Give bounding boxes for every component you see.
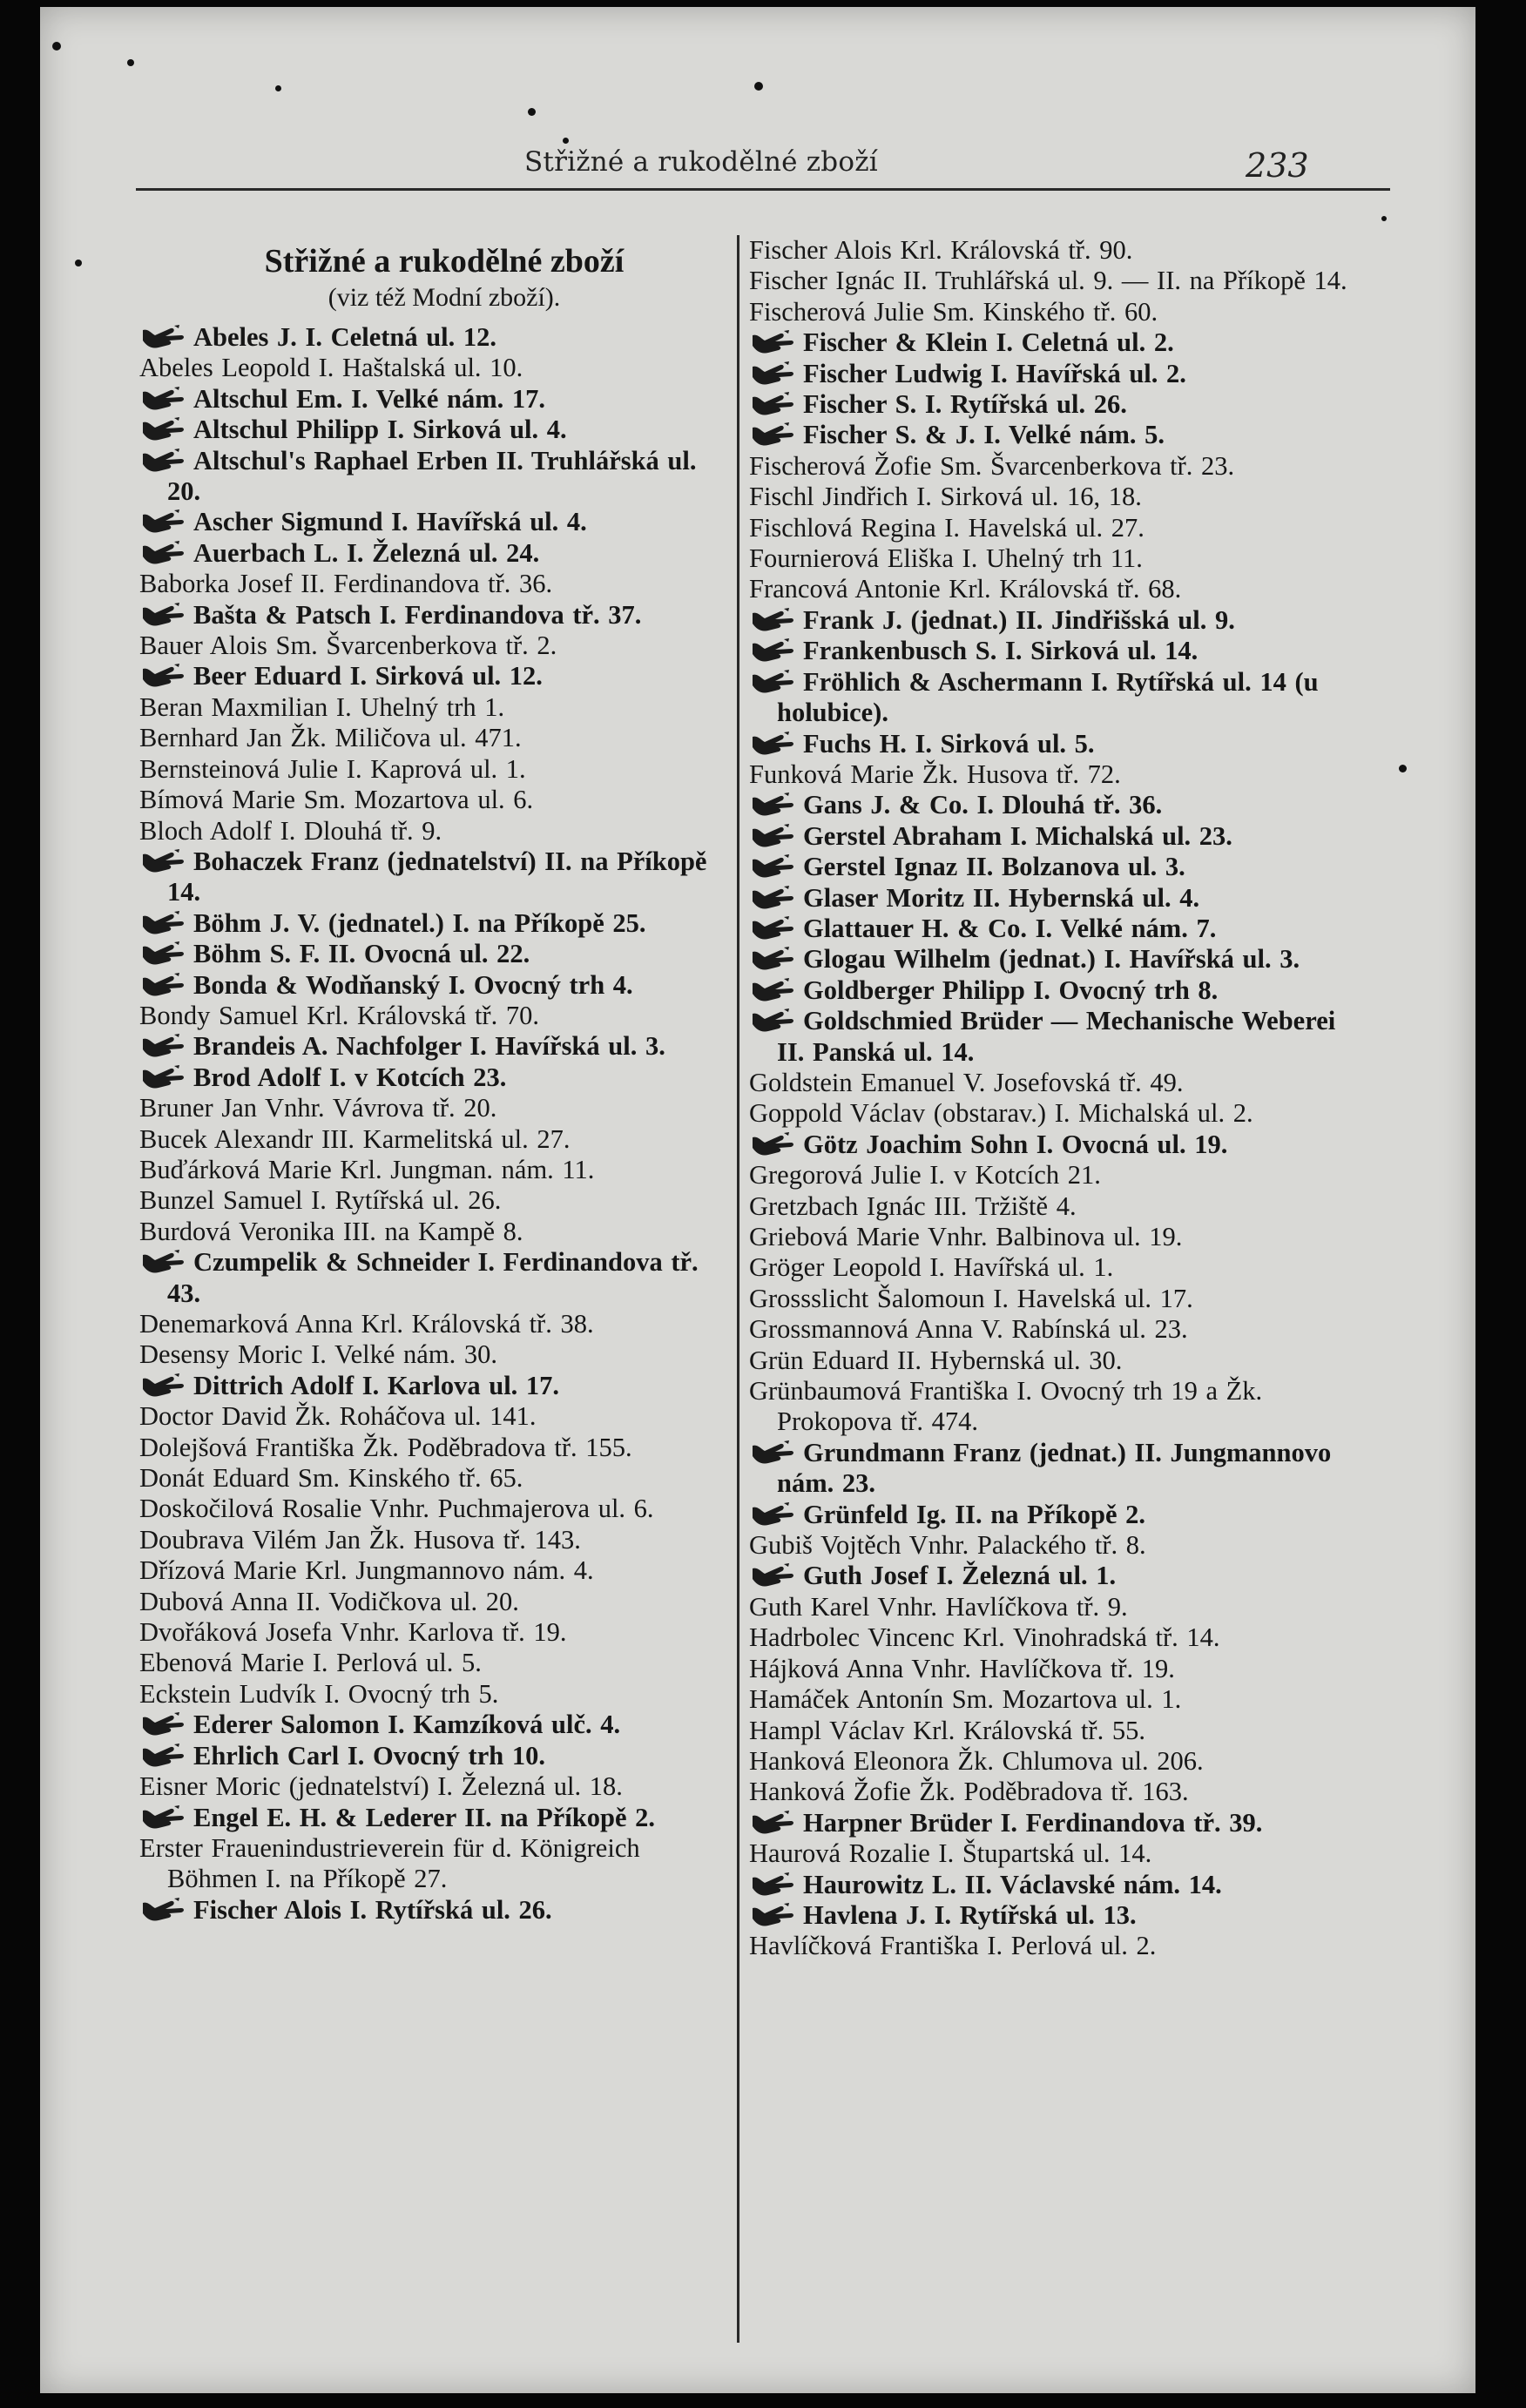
pointing-hand-icon	[749, 392, 803, 418]
pointing-hand-icon	[139, 387, 193, 413]
entry-text: Glattauer H. & Co. I. Velké nám. 7.	[803, 913, 1217, 943]
entry-text: Grünbaumová Františka I. Ovocný trh 19 a Žk. Prokopova tř. 474.	[749, 1376, 1263, 1437]
directory-entry	[749, 667, 1350, 729]
entry-text: Funková Marie Žk. Husova tř. 72.	[749, 759, 1121, 789]
directory-entry	[749, 451, 1350, 482]
running-head	[40, 136, 1475, 188]
page-number: 233	[1246, 146, 1309, 185]
entry-text: Desensy Moric I. Velké nám. 30.	[139, 1339, 497, 1370]
entry-text: Dřízová Marie Krl. Jungmannovo nám. 4.	[139, 1555, 594, 1586]
entry-text: Bruner Jan Vnhr. Vávrova tř. 20.	[139, 1093, 497, 1123]
right-entry-list	[749, 235, 1350, 1962]
entry-text: Grossmannová Anna V. Rabínská ul. 23.	[749, 1314, 1188, 1345]
directory-entry	[749, 1684, 1350, 1715]
directory-entry	[139, 908, 732, 939]
entry-text: Fischer S. & J. I. Velké nám. 5.	[803, 420, 1165, 450]
pointing-hand-icon	[139, 1065, 193, 1091]
entry-text: Böhm J. V. (jednatel.) I. na Příkopě 25.	[193, 907, 646, 938]
entry-text: Grün Eduard II. Hybernská ul. 30.	[749, 1345, 1123, 1375]
pointing-hand-icon	[749, 1563, 803, 1589]
entry-text: Fournierová Eliška I. Uhelný trh 11.	[749, 543, 1143, 574]
section-heading: Střižné a rukodělné zboží	[264, 243, 625, 280]
entry-text: Fischl Jindřich I. Sirková ul. 16, 18.	[749, 482, 1142, 512]
entry-text: Fischer S. I. Rytířská ul. 26.	[803, 389, 1127, 420]
running-title: Střižné a rukodělné zboží	[524, 146, 878, 178]
directory-entry	[749, 1252, 1350, 1283]
entry-text: Havlíčková Františka I. Perlová ul. 2.	[749, 1931, 1157, 1961]
entry-text: Buďárková Marie Krl. Jungman. nám. 11.	[139, 1154, 595, 1184]
directory-entry	[139, 1741, 732, 1771]
directory-entry	[749, 605, 1350, 636]
entry-text: Doubrava Vilém Jan Žk. Husova tř. 143.	[139, 1524, 581, 1555]
entry-text: Glogau Wilhelm (jednat.) I. Havířská ul. 3.	[803, 944, 1300, 975]
pointing-hand-icon	[139, 325, 193, 351]
directory-entry	[139, 692, 732, 723]
directory-entry	[749, 1654, 1350, 1684]
directory-entry	[749, 389, 1350, 420]
directory-entry	[139, 1895, 732, 1926]
left-entry-list	[139, 322, 732, 1926]
entry-text: Grundmann Franz (jednat.) II. Jungmannovo nám. 23.	[777, 1437, 1332, 1499]
directory-entry	[749, 1314, 1350, 1345]
directory-entry	[139, 1155, 732, 1185]
directory-entry	[139, 1617, 732, 1648]
pointing-hand-icon	[749, 824, 803, 850]
directory-entry	[139, 631, 732, 661]
right-column	[749, 235, 1350, 1962]
entry-text: Fuchs H. I. Sirková ul. 5.	[803, 728, 1095, 759]
entry-text: Abeles J. I. Celetná ul. 12.	[193, 322, 497, 352]
pointing-hand-icon	[749, 886, 803, 912]
directory-entry	[139, 569, 732, 599]
entry-text: Doskočilová Rosalie Vnhr. Puchmajerova ul. 6.	[139, 1494, 654, 1524]
pointing-hand-icon	[749, 793, 803, 819]
pointing-hand-icon	[749, 1872, 803, 1899]
entry-text: Bímová Marie Sm. Mozartova ul. 6.	[139, 785, 534, 815]
entry-text: Götz Joachim Sohn I. Ovocná ul. 19.	[803, 1129, 1228, 1159]
pointing-hand-icon	[139, 449, 193, 475]
directory-entry	[139, 1710, 732, 1740]
paper-speck	[127, 59, 134, 66]
directory-entry	[139, 1433, 732, 1463]
entry-text: Goldschmied Brüder — Mechanische Weberei II. Panská ul. 14.	[777, 1006, 1336, 1067]
entry-text: Gregorová Julie I. v Kotcích 21.	[749, 1160, 1101, 1191]
directory-entry	[139, 600, 732, 631]
directory-entry	[749, 883, 1350, 914]
entry-text: Francová Antonie Krl. Královská tř. 68.	[749, 574, 1182, 604]
pointing-hand-icon	[749, 638, 803, 664]
entry-text: Baborka Josef II. Ferdinandova tř. 36.	[139, 569, 553, 599]
pointing-hand-icon	[749, 978, 803, 1004]
directory-entry	[139, 1001, 732, 1031]
entry-text: Hájková Anna Vnhr. Havlíčkova tř. 19.	[749, 1653, 1175, 1683]
pointing-hand-icon	[139, 911, 193, 937]
pointing-hand-icon	[139, 849, 193, 875]
pointing-hand-icon	[749, 1132, 803, 1158]
entry-text: Beran Maxmilian I. Uhelný trh 1.	[139, 691, 505, 722]
entry-text: Bohaczek Franz (jednatelství) II. na Příkopě 14.	[167, 846, 707, 907]
entry-text: Gröger Leopold I. Havířská ul. 1.	[749, 1252, 1114, 1283]
directory-entry	[139, 322, 732, 353]
pointing-hand-icon	[749, 947, 803, 973]
directory-entry	[749, 636, 1350, 666]
directory-entry	[139, 1803, 732, 1833]
directory-entry	[139, 970, 732, 1001]
entry-text: Bernsteinová Julie I. Kaprová ul. 1.	[139, 753, 526, 784]
directory-entry	[139, 1555, 732, 1586]
directory-entry	[749, 266, 1350, 296]
paper-speck	[1399, 765, 1407, 772]
entry-text: Fischlová Regina I. Havelská ul. 27.	[749, 512, 1144, 543]
paper-speck	[52, 42, 61, 51]
entry-text: Ebenová Marie I. Perlová ul. 5.	[139, 1648, 482, 1678]
column-divider	[737, 235, 739, 2343]
entry-text: Fröhlich & Aschermann I. Rytířská ul. 14 (u holubice).	[777, 666, 1319, 728]
directory-entry	[749, 1500, 1350, 1530]
entry-text: Gerstel Ignaz II. Bolzanova ul. 3.	[803, 852, 1185, 882]
directory-entry	[139, 939, 732, 969]
entry-text: Fischer Alois I. Rytířská ul. 26.	[193, 1894, 552, 1925]
entry-text: Bloch Adolf I. Dlouhá tř. 9.	[139, 815, 442, 846]
pointing-hand-icon	[139, 941, 193, 968]
directory-entry	[139, 1309, 732, 1339]
directory-entry	[749, 1808, 1350, 1838]
directory-entry	[749, 327, 1350, 358]
entry-text: Goppold Václav (obstarav.) I. Michalská ul. 2.	[749, 1098, 1253, 1129]
directory-entry	[749, 1931, 1350, 1961]
directory-entry	[749, 1346, 1350, 1376]
entry-text: Böhm S. F. II. Ovocná ul. 22.	[193, 939, 530, 969]
directory-entry	[749, 1376, 1350, 1438]
pointing-hand-icon	[139, 664, 193, 690]
pointing-hand-icon	[139, 1250, 193, 1276]
pointing-hand-icon	[749, 670, 803, 696]
entry-text: Bondy Samuel Krl. Královská tř. 70.	[139, 1000, 539, 1030]
directory-entry	[139, 1062, 732, 1093]
directory-entry	[749, 1838, 1350, 1869]
entry-text: Fischer Ignác II. Truhlářská ul. 9. — II. na Příkopě 14.	[749, 266, 1347, 296]
directory-entry	[749, 482, 1350, 512]
entry-text: Haurowitz L. II. Václavské nám. 14.	[803, 1869, 1222, 1899]
entry-text: Havlena J. I. Rytířská ul. 13.	[803, 1899, 1137, 1930]
paper-speck	[528, 108, 536, 116]
directory-entry	[139, 1463, 732, 1494]
directory-entry	[139, 1771, 732, 1802]
entry-text: Hadrbolec Vincenc Krl. Vinohradská tř. 14.	[749, 1622, 1220, 1653]
directory-entry	[139, 384, 732, 415]
directory-entry	[139, 754, 732, 785]
directory-entry	[139, 1247, 732, 1309]
entry-text: Doctor David Žk. Roháčova ul. 141.	[139, 1401, 537, 1432]
directory-entry	[749, 729, 1350, 759]
entry-text: Fischerová Julie Sm. Kinského tř. 60.	[749, 296, 1158, 327]
entry-text: Erster Frauenindustrieverein für d. Königreich Böhmen I. na Příkopě 27.	[139, 1832, 640, 1894]
directory-entry	[139, 785, 732, 815]
entry-text: Czumpelik & Schneider I. Ferdinandova tř. 43.	[167, 1247, 699, 1308]
entry-text: Bernhard Jan Žk. Miličova ul. 471.	[139, 723, 522, 753]
entry-text: Bašta & Patsch I. Ferdinandova tř. 37.	[193, 599, 642, 630]
entry-text: Dvořáková Josefa Vnhr. Karlova tř. 19.	[139, 1617, 567, 1648]
directory-entry	[749, 1098, 1350, 1129]
directory-entry	[749, 852, 1350, 882]
directory-entry	[749, 1068, 1350, 1098]
directory-entry	[749, 821, 1350, 852]
entry-text: Griebová Marie Vnhr. Balbinova ul. 19.	[749, 1222, 1183, 1251]
pointing-hand-icon	[749, 1811, 803, 1837]
paper-speck	[1381, 216, 1387, 221]
pointing-hand-icon	[139, 1373, 193, 1400]
pointing-hand-icon	[749, 1502, 803, 1528]
entry-text: Abeles Leopold I. Haštalská ul. 10.	[139, 353, 523, 383]
pointing-hand-icon	[749, 1440, 803, 1467]
paper-speck	[75, 260, 82, 266]
directory-entry	[139, 847, 732, 908]
entry-text: Eckstein Ludvík I. Ovocný trh 5.	[139, 1678, 499, 1709]
directory-entry	[749, 1438, 1350, 1500]
pointing-hand-icon	[139, 1712, 193, 1738]
pointing-hand-icon	[139, 1805, 193, 1831]
directory-page	[40, 7, 1475, 2393]
pointing-hand-icon	[139, 603, 193, 629]
entry-text: Guth Josef I. Železná ul. 1.	[803, 1561, 1117, 1591]
directory-entry	[139, 538, 732, 569]
directory-entry	[749, 359, 1350, 389]
entry-text: Altschul Philipp I. Sirková ul. 4.	[193, 415, 567, 445]
directory-entry	[749, 543, 1350, 574]
entry-text: Fischer Alois Krl. Královská tř. 90.	[749, 235, 1133, 265]
directory-entry	[749, 790, 1350, 820]
entry-text: Bauer Alois Sm. Švarcenberkova tř. 2.	[139, 631, 557, 661]
pointing-hand-icon	[139, 973, 193, 999]
entry-text: Engel E. H. & Lederer II. na Příkopě 2.	[193, 1802, 655, 1832]
entry-text: Harpner Brüder I. Ferdinandova tř. 39.	[803, 1807, 1263, 1838]
directory-entry	[749, 1716, 1350, 1746]
directory-entry	[749, 1746, 1350, 1777]
entry-text: Altschul Em. I. Velké nám. 17.	[193, 383, 546, 414]
directory-entry	[139, 1833, 732, 1895]
entry-text: Bucek Alexandr III. Karmelitská ul. 27.	[139, 1123, 571, 1154]
directory-entry	[749, 1222, 1350, 1252]
entry-text: Dubová Anna II. Vodičkova ul. 20.	[139, 1586, 519, 1616]
entry-text: Brandeis A. Nachfolger I. Havířská ul. 3.	[193, 1031, 665, 1062]
entry-text: Gretzbach Ignác III. Tržiště 4.	[749, 1191, 1077, 1221]
pointing-hand-icon	[139, 541, 193, 567]
pointing-hand-icon	[749, 916, 803, 942]
directory-entry	[749, 1622, 1350, 1653]
entry-text: Goldstein Emanuel V. Josefovská tř. 49.	[749, 1067, 1184, 1097]
entry-text: Auerbach L. I. Železná ul. 24.	[193, 537, 540, 568]
entry-text: Bonda & Wodňanský I. Ovocný trh 4.	[193, 969, 633, 1000]
pointing-hand-icon	[749, 1008, 803, 1035]
directory-entry	[749, 1160, 1350, 1191]
entry-text: Grünfeld Ig. II. na Příkopě 2.	[803, 1499, 1145, 1529]
entry-text: Beer Eduard I. Sirková ul. 12.	[193, 661, 543, 691]
directory-entry	[139, 353, 732, 383]
entry-text: Gubiš Vojtěch Vnhr. Palackého tř. 8.	[749, 1530, 1146, 1561]
directory-entry	[139, 1124, 732, 1155]
directory-entry	[749, 1777, 1350, 1807]
pointing-hand-icon	[749, 608, 803, 634]
directory-entry	[139, 446, 732, 508]
directory-entry	[139, 1217, 732, 1247]
pointing-hand-icon	[749, 732, 803, 758]
pointing-hand-icon	[139, 1898, 193, 1924]
entry-text: Dittrich Adolf I. Karlova ul. 17.	[193, 1370, 560, 1400]
pointing-hand-icon	[749, 330, 803, 356]
directory-entry	[139, 1339, 732, 1370]
directory-entry	[749, 1006, 1350, 1068]
entry-text: Goldberger Philipp I. Ovocný trh 8.	[803, 975, 1219, 1005]
directory-entry	[139, 723, 732, 753]
entry-text: Frankenbusch S. I. Sirková ul. 14.	[803, 636, 1199, 666]
directory-entry	[139, 1093, 732, 1123]
entry-text: Hampl Václav Krl. Královská tř. 55.	[749, 1715, 1145, 1745]
pointing-hand-icon	[139, 417, 193, 443]
entry-text: Haurová Rozalie I. Štupartská ul. 14.	[749, 1838, 1152, 1869]
directory-entry	[139, 507, 732, 537]
entry-text: Hanková Žofie Žk. Poděbradova tř. 163.	[749, 1777, 1189, 1807]
directory-entry	[139, 1401, 732, 1432]
directory-entry	[139, 1525, 732, 1555]
entry-text: Ehrlich Carl I. Ovocný trh 10.	[193, 1740, 545, 1771]
entry-text: Dolejšová Františka Žk. Poděbradova tř. 155.	[139, 1432, 632, 1462]
entry-text: Fischer Ludwig I. Havířská ul. 2.	[803, 358, 1186, 388]
directory-entry	[139, 1371, 732, 1401]
entry-text: Altschul's Raphael Erben II. Truhlářská ul. 20.	[167, 445, 697, 507]
entry-text: Fischerová Žofie Sm. Švarcenberkova tř. 23.	[749, 450, 1235, 481]
paper-speck	[754, 82, 763, 91]
entry-text: Hanková Eleonora Žk. Chlumova ul. 206.	[749, 1745, 1204, 1776]
header-rule	[136, 188, 1390, 191]
directory-entry	[139, 1185, 732, 1216]
entry-text: Bunzel Samuel I. Rytířská ul. 26.	[139, 1185, 502, 1216]
directory-entry	[749, 975, 1350, 1006]
directory-entry	[749, 420, 1350, 450]
pointing-hand-icon	[749, 422, 803, 449]
pointing-hand-icon	[139, 509, 193, 536]
directory-entry	[139, 816, 732, 847]
entry-text: Burdová Veronika III. na Kampě 8.	[139, 1216, 523, 1246]
directory-entry	[749, 574, 1350, 604]
section-note: (viz též Modní zboží).	[327, 283, 561, 312]
entry-text: Fischer & Klein I. Celetná ul. 2.	[803, 327, 1174, 358]
directory-entry	[749, 1900, 1350, 1931]
directory-entry	[749, 1561, 1350, 1591]
paper-speck	[275, 85, 281, 91]
pointing-hand-icon	[139, 1744, 193, 1770]
directory-entry	[749, 759, 1350, 790]
entry-text: Frank J. (jednat.) II. Jindřišská ul. 9.	[803, 604, 1235, 635]
entry-text: Guth Karel Vnhr. Havlíčkova tř. 9.	[749, 1591, 1128, 1622]
directory-entry	[139, 1679, 732, 1710]
directory-entry	[749, 513, 1350, 543]
pointing-hand-icon	[749, 361, 803, 388]
directory-entry	[139, 1031, 732, 1062]
entry-text: Eisner Moric (jednatelství) I. Železná ul. 18.	[139, 1771, 623, 1802]
entry-text: Gerstel Abraham I. Michalská ul. 23.	[803, 820, 1232, 851]
entry-text: Donát Eduard Sm. Kinského tř. 65.	[139, 1463, 523, 1494]
directory-entry	[139, 661, 732, 691]
directory-entry	[139, 1494, 732, 1524]
directory-entry	[749, 1592, 1350, 1622]
directory-entry	[749, 1530, 1350, 1561]
directory-entry	[139, 1587, 732, 1617]
pointing-hand-icon	[749, 854, 803, 880]
entry-text: Ascher Sigmund I. Havířská ul. 4.	[193, 507, 587, 537]
entry-text: Denemarková Anna Krl. Královská tř. 38.	[139, 1309, 594, 1339]
entry-text: Grossslicht Šalomoun I. Havelská ul. 17.	[749, 1283, 1193, 1313]
left-column	[139, 235, 732, 1926]
directory-entry	[749, 235, 1350, 266]
pointing-hand-icon	[139, 1034, 193, 1060]
directory-entry	[749, 1191, 1350, 1222]
directory-entry	[749, 1130, 1350, 1160]
entry-text: Glaser Moritz II. Hybernská ul. 4.	[803, 882, 1200, 913]
pointing-hand-icon	[749, 1903, 803, 1929]
entry-text: Ederer Salomon I. Kamzíková ulč. 4.	[193, 1710, 621, 1740]
directory-entry	[749, 914, 1350, 944]
entry-text: Hamáček Antonín Sm. Mozartova ul. 1.	[749, 1684, 1182, 1715]
directory-entry	[749, 297, 1350, 327]
directory-entry	[749, 1870, 1350, 1900]
directory-entry	[749, 944, 1350, 975]
entry-text: Brod Adolf I. v Kotcích 23.	[193, 1062, 507, 1092]
directory-entry	[139, 415, 732, 445]
directory-entry	[139, 1648, 732, 1678]
entry-text: Gans J. & Co. I. Dlouhá tř. 36.	[803, 790, 1163, 820]
directory-entry	[749, 1284, 1350, 1314]
